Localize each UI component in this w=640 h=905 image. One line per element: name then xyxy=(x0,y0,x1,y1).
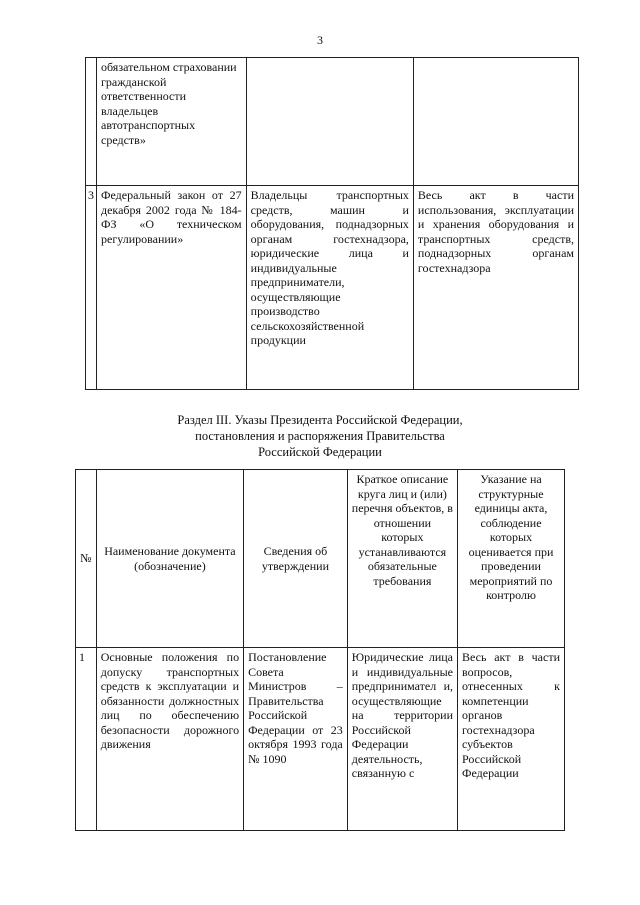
subjects-description: Юридические лица и индивидуальные предпринимател и, осуществляющие на территории Российской Федерации деятельность, связанную с xyxy=(347,648,457,831)
section-heading-line: Раздел III. Указы Президента Российской Федерации, xyxy=(177,413,463,427)
section-heading xyxy=(0,412,640,460)
row-number xyxy=(86,58,97,186)
row-number: 1 xyxy=(76,648,97,831)
section-heading-line: Российской Федерации xyxy=(258,445,382,459)
table-federal-laws xyxy=(85,57,579,390)
section-heading-line: постановления и распоряжения Правительства xyxy=(195,429,445,443)
row-number: 3 xyxy=(86,186,97,390)
table-row xyxy=(76,648,565,831)
table-header-row xyxy=(76,470,565,648)
table-row xyxy=(86,186,579,390)
document-name: обязательном страховании гражданской ответственности владельцев автотранспортных средств» xyxy=(97,58,247,186)
header-subjects: Краткое описание круга лиц и (или) перечня объектов, в отношении которых устанавливаются обязательные требования xyxy=(347,470,457,648)
document-name: Основные положения по допуску транспортных средств к эксплуатации и обязанности должностных лиц по обеспечению безопасности дорожного движения xyxy=(96,648,243,831)
structural-units: Весь акт в части вопросов, отнесенных к компетенции органов гостехнадзора субъектов Российской Федерации xyxy=(458,648,565,831)
header-approval: Сведения об утверждении xyxy=(244,470,348,648)
header-name: Наименование документа (обозначение) xyxy=(96,470,243,648)
header-number: № xyxy=(76,470,97,648)
subjects-description xyxy=(246,58,413,186)
subjects-description: Владельцы транспортных средств, машин и оборудования, поднадзорных органам гостехнадзора, юридические лица и индивидуальные предприниматели, осуществляющие производство сельскохозяйственной продукции xyxy=(246,186,413,390)
structural-units: Весь акт в части использования, эксплуатации и хранения оборудования и транспортных средств, поднадзорных органам гостехнадзора xyxy=(413,186,578,390)
header-structural-units: Указание на структурные единицы акта, соблюдение которых оценивается при проведении мероприятий по контролю xyxy=(458,470,565,648)
approval-info: Постановление Совета Министров – Правительства Российской Федерации от 23 октября 1993 года № 1090 xyxy=(244,648,348,831)
table-decrees xyxy=(75,469,565,831)
structural-units xyxy=(413,58,578,186)
page-number: 3 xyxy=(317,33,323,47)
table-row xyxy=(86,58,579,186)
document-name: Федеральный закон от 27 декабря 2002 года № 184-ФЗ «О техническом регулировании» xyxy=(97,186,247,390)
